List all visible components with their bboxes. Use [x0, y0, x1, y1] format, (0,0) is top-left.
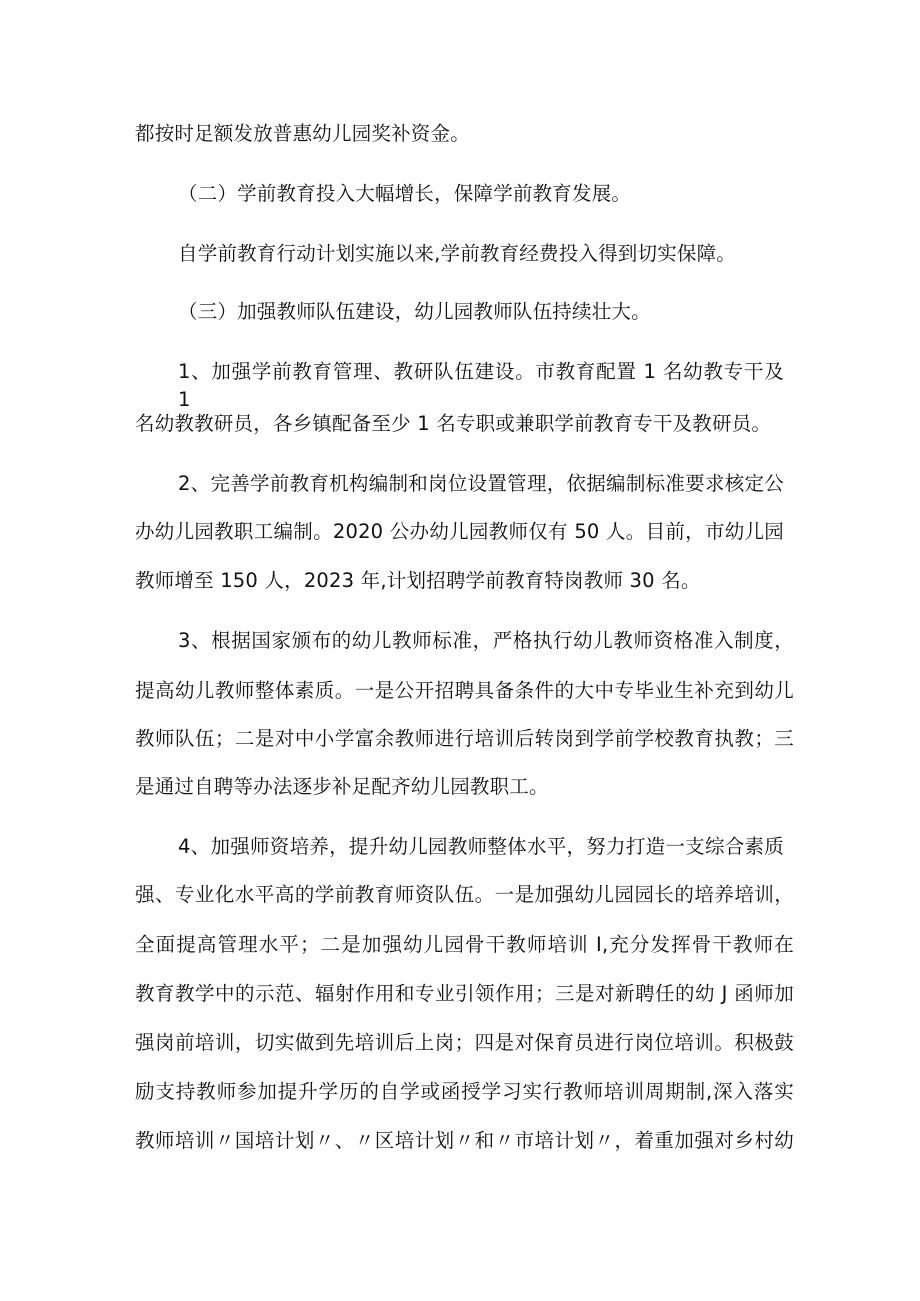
text-line: 强岗前培训，切实做到先培训后上岗；四是对保育员进行岗位培训。积极鼓	[135, 1031, 794, 1054]
text-line: 3、根据国家颁布的幼儿教师标准，严格执行幼儿教师资格准入制度，	[178, 629, 794, 652]
text-line: 教师培训〃国培计划〃、〃区培计划〃和〃市培计划〃，着重加强对乡村幼	[135, 1129, 794, 1152]
text-line: 办幼儿园教职工编制。2020 公办幼儿园教师仅有 50 人。目前，市幼儿园	[135, 520, 784, 543]
text-line: 是通过自聘等办法逐步补足配齐幼儿园教职工。	[135, 775, 549, 798]
text-line: 1、加强学前教育管理、教研队伍建设。市教育配置 1 名幼教专干及 1	[178, 360, 784, 411]
text-line: 2、完善学前教育机构编制和岗位设置管理，依据编制标准要求核定公	[178, 472, 784, 495]
text-line: 全面提高管理水平；二是加强幼儿园骨干教师培训 I,充分发挥骨干教师在	[135, 933, 794, 956]
text-line: 4、加强师资培养，提升幼儿园教师整体水平，努力打造一支综合素质	[178, 835, 784, 858]
text-line: 提高幼儿教师整体素质。一是公开招聘具备条件的大中专毕业生补充到幼儿	[135, 679, 794, 702]
section-heading: （三）加强教师队伍建设，幼儿园教师队伍持续壮大。	[178, 300, 651, 323]
section-heading: （二）学前教育投入大幅增长，保障学前教育发展。	[178, 182, 632, 205]
text-line: 教师队伍；二是对中小学富余教师进行培训后转岗到学前学校教育执教；三	[135, 727, 794, 750]
text-line: 教师增至 150 人，2023 年,计划招聘学前教育特岗教师 30 名。	[135, 569, 701, 592]
text-line: 强、专业化水平高的学前教育师资队伍。一是加强幼儿园园长的培养培训，	[135, 883, 794, 906]
text-line: 教育教学中的示范、辐射作用和专业引领作用；三是对新聘任的幼 J 函师加	[135, 982, 794, 1005]
text-line: 名幼教教研员，各乡镇配备至少 1 名专职或兼职学前教育专干及教研员。	[135, 412, 772, 435]
text-line: 自学前教育行动计划实施以来,学前教育经费投入得到切实保障。	[178, 242, 736, 265]
text-line: 都按时足额发放普惠幼儿园奖补资金。	[135, 122, 470, 145]
text-line: 励支持教师参加提升学历的自学或函授学习实行教师培训周期制,深入落实	[135, 1080, 794, 1103]
